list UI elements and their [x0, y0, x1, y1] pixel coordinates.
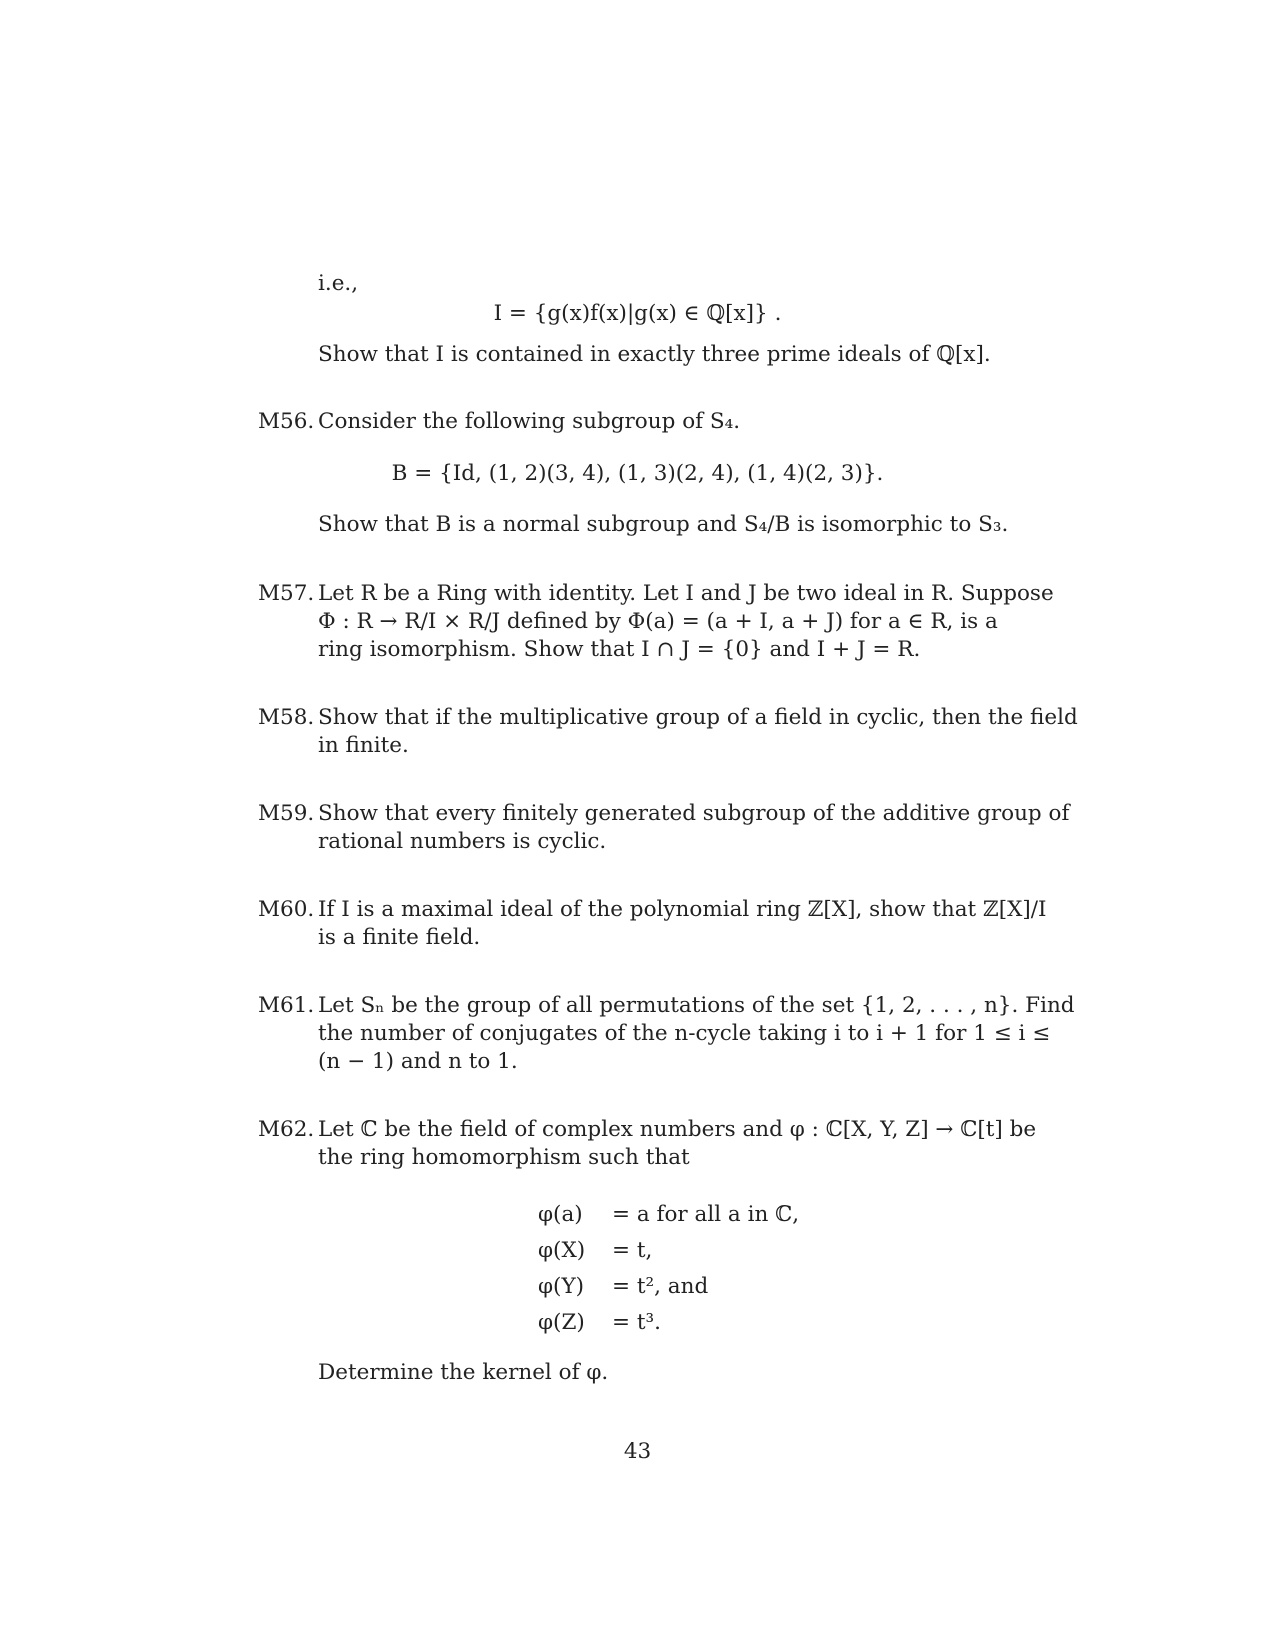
problem-text-line: Φ : R → R/I × R/J defined by Φ(a) = (a + I, a + J) for a ∈ R, is a: [318, 609, 998, 634]
problem-text-line: the number of conjugates of the n-cycle taking i to i + 1 for 1 ≤ i ≤: [318, 1021, 1051, 1046]
problem-label: M56.: [258, 409, 315, 434]
problem-text-line: rational numbers is cyclic.: [318, 829, 607, 854]
problem-label: M59.: [258, 801, 315, 826]
problem-text-line: is a finite field.: [318, 925, 481, 950]
problem-label: M62.: [258, 1117, 315, 1142]
problem-text-line: Consider the following subgroup of S₄.: [318, 409, 741, 434]
ie-text: i.e.,: [318, 271, 359, 296]
equation-lhs: φ(Y): [538, 1274, 585, 1299]
equation-rhs: = t², and: [612, 1274, 709, 1299]
problem-label: M58.: [258, 705, 315, 730]
equation-rhs: = t³.: [612, 1310, 661, 1335]
problem-text-line: Let R be a Ring with identity. Let I and J be two ideal in R. Suppose: [318, 581, 1054, 606]
problem-text-line: Show that if the multiplicative group of a field in cyclic, then the field: [318, 705, 1078, 730]
equation-rhs: = a for all a in ℂ,: [612, 1202, 800, 1227]
problem-text-line: the ring homomorphism such that: [318, 1145, 690, 1170]
problem-text-line: Show that every finitely generated subgroup of the additive group of: [318, 801, 1070, 826]
page-number: 43: [623, 1439, 652, 1464]
problem-text-line: in finite.: [318, 733, 409, 758]
display-equation-B: B = {Id, (1, 2)(3, 4), (1, 3)(2, 4), (1, 4)(2, 3)}.: [391, 461, 884, 486]
problem-text-line: Let Sₙ be the group of all permutations of the set {1, 2, . . . , n}. Find: [318, 993, 1075, 1018]
problem-text-line: ring isomorphism. Show that I ∩ J = {0} and I + J = R.: [318, 637, 921, 662]
equation-lhs: φ(X): [538, 1238, 586, 1263]
problem-text-line: Determine the kernel of φ.: [318, 1360, 609, 1385]
equation-rhs: = t,: [612, 1238, 653, 1263]
problem-label: M61.: [258, 993, 315, 1018]
display-equation-I: I = {g(x)f(x)|g(x) ∈ ℚ[x]} .: [493, 301, 782, 326]
intro-statement: Show that I is contained in exactly three prime ideals of ℚ[x].: [318, 342, 991, 367]
problem-text-line: (n − 1) and n to 1.: [318, 1049, 518, 1074]
problem-label: M57.: [258, 581, 315, 606]
equation-lhs: φ(Z): [538, 1310, 585, 1335]
equation-lhs: φ(a): [538, 1202, 583, 1227]
problem-text-line: Let ℂ be the field of complex numbers and φ : ℂ[X, Y, Z] → ℂ[t] be: [318, 1117, 1037, 1142]
problem-text-line: Show that B is a normal subgroup and S₄/B is isomorphic to S₃.: [318, 512, 1009, 537]
problem-text-line: If I is a maximal ideal of the polynomial ring ℤ[X], show that ℤ[X]/I: [318, 897, 1047, 922]
problem-label: M60.: [258, 897, 315, 922]
